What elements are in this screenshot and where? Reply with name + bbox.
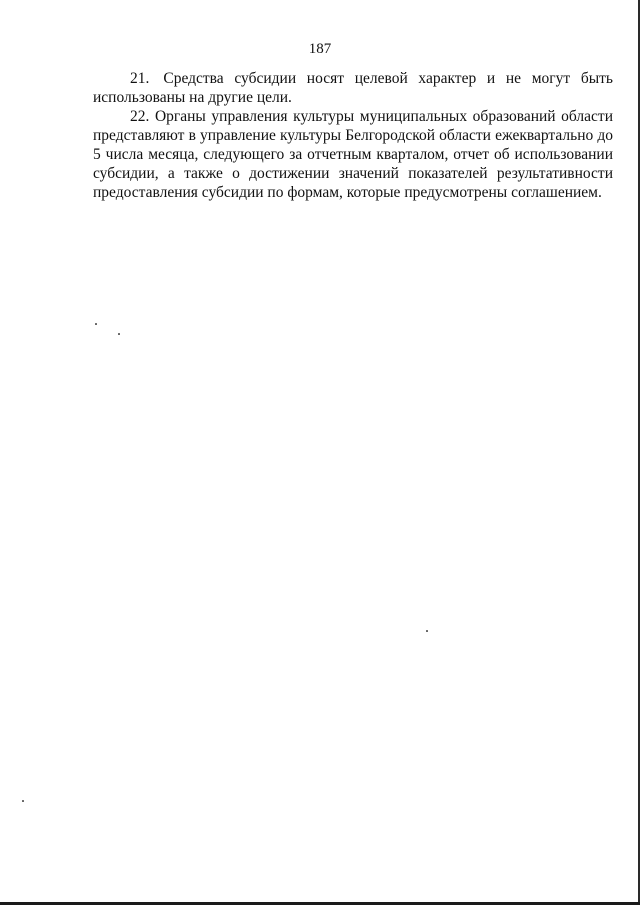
paragraph-22 (93, 107, 613, 202)
document-body (93, 69, 613, 202)
scan-speck (118, 333, 120, 335)
scan-speck (426, 630, 428, 632)
paragraph-21 (93, 69, 613, 107)
page-number: 187 (308, 41, 332, 57)
paragraph-number: 21. (130, 70, 150, 87)
scan-speck (22, 800, 24, 802)
scan-speck (95, 323, 97, 325)
paragraph-text: Средства субсидии носят целевой характер и не могут быть использованы на другие цели. (93, 70, 613, 106)
paragraph-text: 22. Органы управления культуры муниципальных образований области представляют в управление культуры Белгородской области ежеквартально до 5 числа месяца, следующего за отчетным кварталом, отчет об использовании субсидии, а также о достижении значений показателей результативности предоставления субсидии по формам, которые предусмотрены соглашением. (93, 108, 613, 201)
